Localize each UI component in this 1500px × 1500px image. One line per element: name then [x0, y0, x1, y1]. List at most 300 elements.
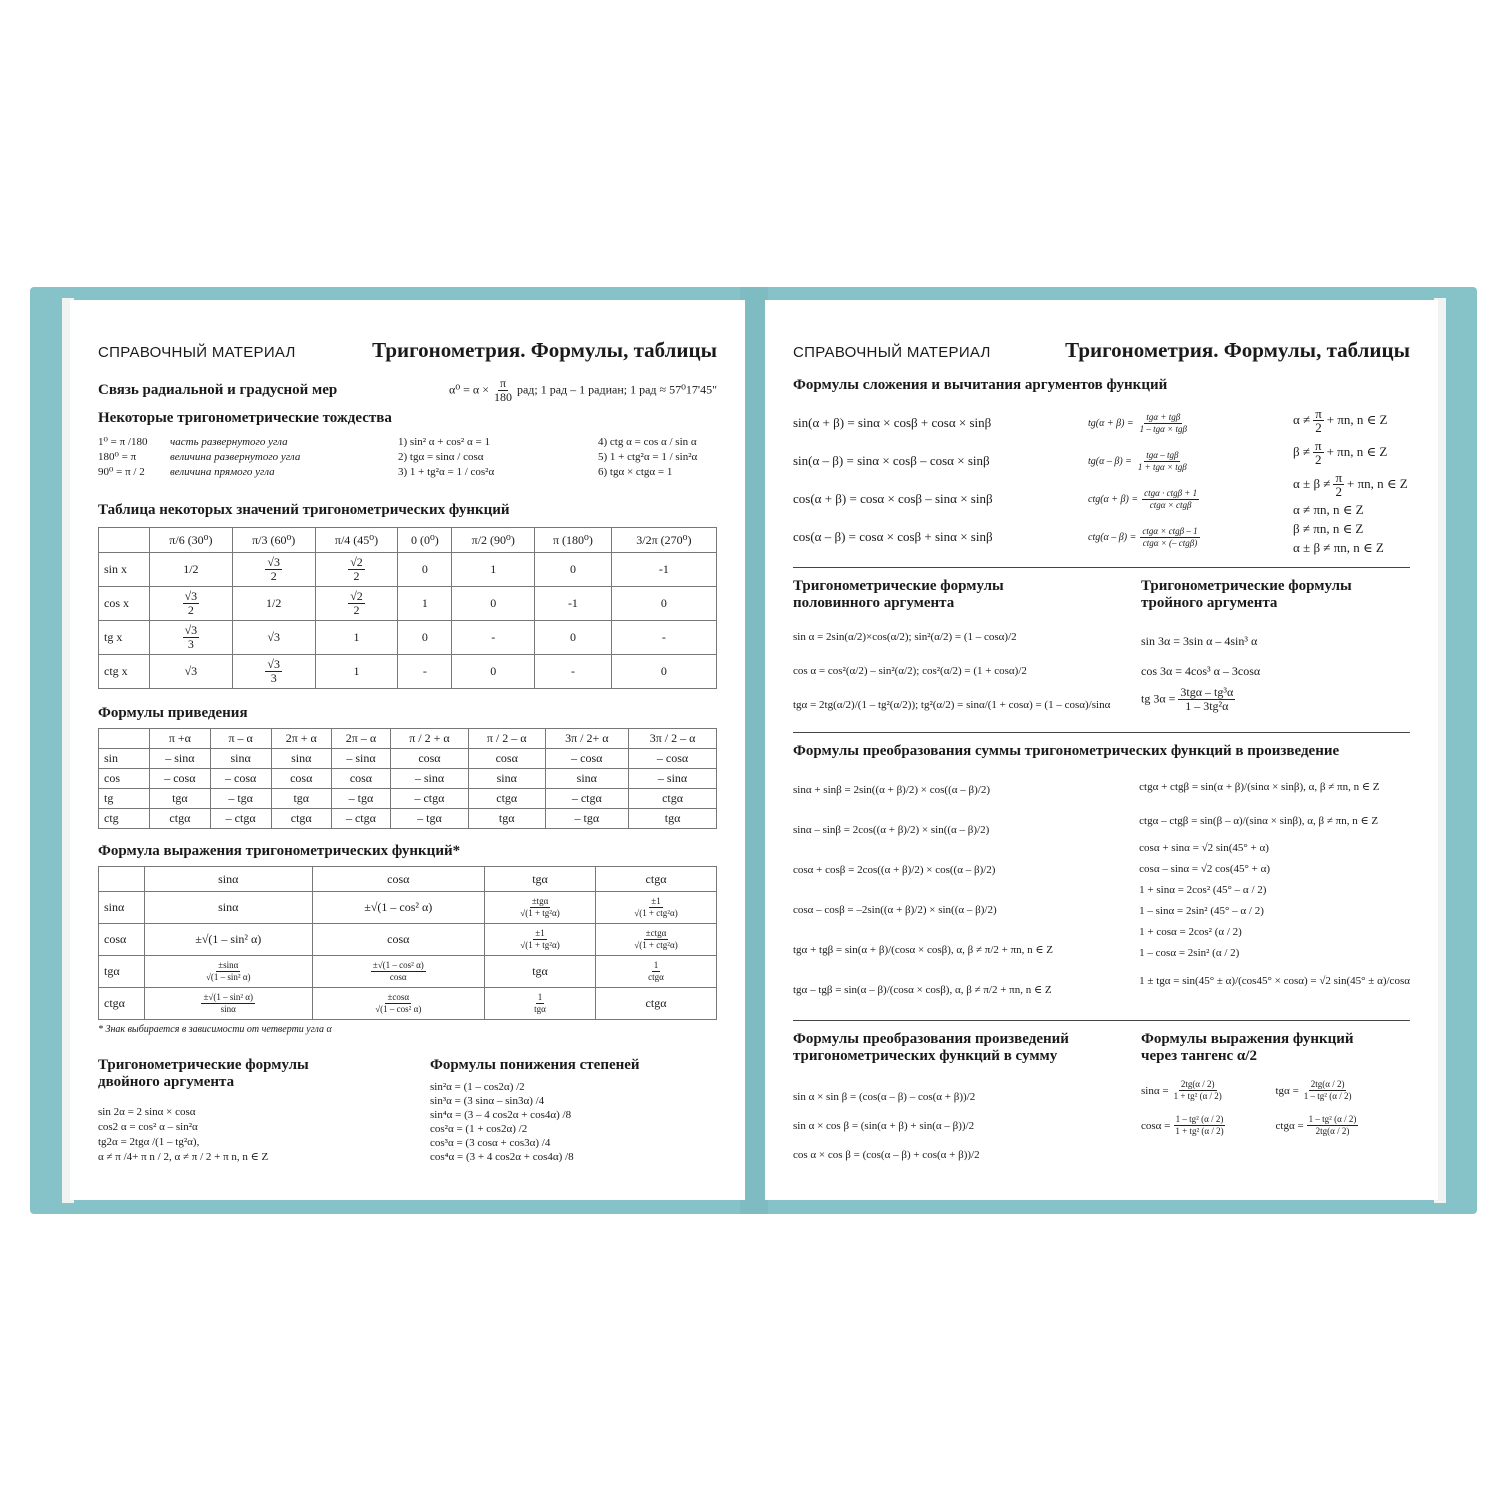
- power-heading: Формулы понижения степеней: [430, 1057, 640, 1073]
- half-heading-1: Тригонометрические формулы: [793, 578, 1004, 594]
- bottom-right-sections: [793, 1031, 1410, 1170]
- triple-heading-1: Тригонометрические формулы: [1141, 578, 1352, 594]
- half-heading-2: половинного аргумента: [793, 595, 955, 611]
- formula-rest: + πn, n ∈ Z: [1326, 412, 1388, 427]
- table-cell: sinα: [271, 749, 331, 769]
- table-cell: 0: [611, 655, 716, 689]
- addition-col3: [1293, 404, 1410, 557]
- formula-line: sin 2α = 2 sinα × cosα: [98, 1106, 196, 1118]
- table-cell: 1: [452, 553, 535, 587]
- table-cell: – ctgα: [390, 789, 468, 809]
- formula-line: sinα + sinβ = 2sin((α + β)/2) × cos((α – β)/2): [793, 784, 990, 796]
- fraction-denominator: ctgα × (– ctgβ): [1142, 537, 1198, 548]
- table-row-label: tg: [99, 789, 150, 809]
- table-cell: sinα: [468, 769, 545, 789]
- table-cell: [145, 956, 313, 988]
- table-cell: ctgα: [629, 789, 717, 809]
- fraction-denominator: 2: [353, 569, 360, 583]
- table-cell: tgα: [468, 809, 545, 829]
- formula-label: β ≠: [1293, 444, 1310, 459]
- addition-heading: Формулы сложения и вычитания аргументов функций: [793, 377, 1168, 393]
- fraction-denominator: ctgα × ctgβ: [1149, 499, 1192, 510]
- formula-line: cos⁴α = (3 + 4 cos2α + cos4α) /8: [430, 1151, 574, 1163]
- formula-line: tgα = 2tg(α/2)/(1 – tg²(α/2)); tg²(α/2) = sinα/(1 + cosα) = (1 – cosα)/sinα: [793, 699, 1111, 711]
- fraction-numerator: 1 – tg² (α / 2): [1175, 1114, 1224, 1124]
- expression-note: * Знак выбирается в зависимости от четверти угла α: [98, 1024, 332, 1035]
- tangent-section: [1141, 1031, 1410, 1170]
- fraction-numerator: √3: [184, 623, 198, 637]
- fraction-denominator: sinα: [220, 1004, 236, 1014]
- table-cell: tgα: [485, 956, 596, 988]
- table-cell: 1: [398, 587, 452, 621]
- table-row: [99, 988, 717, 1020]
- table-header-cell: sinα: [145, 867, 313, 892]
- table-cell: ctgα: [150, 809, 211, 829]
- fraction-denominator: √(1 – cos² α): [375, 1004, 422, 1014]
- triple-tg-num: 3tgα – tg³α: [1180, 685, 1234, 699]
- table-header-cell: 3/2π (270⁰): [611, 528, 716, 553]
- formula-line: cos α × cos β = (cos(α – β) + cos(α + β))/2: [793, 1149, 980, 1161]
- table-cell: 1/2: [232, 587, 315, 621]
- formula-line: cos²α = (1 + cos2α) /2: [430, 1123, 528, 1135]
- fraction: [518, 928, 561, 951]
- table-header-cell: 2π – α: [331, 729, 390, 749]
- formula-line: [1141, 1114, 1276, 1137]
- identities-block: [98, 435, 717, 480]
- table-cell: ctgα: [468, 789, 545, 809]
- fraction-numerator: √3: [267, 657, 280, 671]
- table-row-label: sin: [99, 749, 150, 769]
- identity-formula: 3) 1 + tg²α = 1 / cos²α: [398, 466, 495, 478]
- table-cell: cosα: [271, 769, 331, 789]
- table-cell: – sinα: [331, 749, 390, 769]
- radial-formula-b: рад; 1 рад – 1 радиан; 1 рад ≈ 57⁰17'45": [516, 382, 717, 397]
- fraction: [183, 590, 200, 617]
- formula-line: sin α × sin β = (cos(α – β) – cos(α + β))/2: [793, 1091, 976, 1103]
- table-row-label: ctg: [99, 809, 150, 829]
- table-cell: cosα: [390, 749, 468, 769]
- reduction-heading: Формулы приведения: [98, 705, 248, 721]
- table-cell: – sinα: [150, 749, 211, 769]
- header-subtitle-right: СПРАВОЧНЫЙ МАТЕРИАЛ: [793, 344, 991, 361]
- formula-line: tgα – tgβ = sin(α – β)/(cosα × cosβ), α, β ≠ π/2 + πn, n ∈ Z: [793, 984, 1052, 996]
- formula-line: β ≠ πn, n ∈ Z: [1293, 521, 1364, 536]
- addition-col1: [793, 404, 1088, 557]
- formula-line: ctgα – ctgβ = sin(β – α)/(sinα × sinβ), α, β ≠ πn, n ∈ Z: [1139, 815, 1379, 827]
- divider: [793, 732, 1410, 733]
- fraction-numerator: ±cosα: [387, 992, 410, 1002]
- header-subtitle: СПРАВОЧНЫЙ МАТЕРИАЛ: [98, 344, 296, 361]
- fraction-denominator: tgα: [534, 1004, 546, 1014]
- fraction: [632, 928, 679, 951]
- fraction-denominator: ctgα: [648, 972, 664, 982]
- table-header-cell: cosα: [312, 867, 484, 892]
- double-section: [98, 1057, 430, 1165]
- table-cell: ±√(1 – sin² α): [145, 924, 313, 956]
- table-cell: -: [535, 655, 612, 689]
- product-to-sum-heading-1: Формулы преобразования произведений: [793, 1031, 1069, 1047]
- addition-col2: [1088, 404, 1293, 557]
- formula-label: tgα =: [1275, 1084, 1299, 1097]
- formula-line: sin(α + β) = sinα × cosβ + cosα × sinβ: [793, 415, 992, 430]
- formula-label: α ± β ≠: [1293, 476, 1331, 491]
- formula-label: α ≠: [1293, 412, 1311, 427]
- radial-fraction: [492, 377, 514, 404]
- identity-formula: 6) tgα × ctgα = 1: [598, 466, 673, 478]
- formula-rest: + πn, n ∈ Z: [1347, 476, 1408, 491]
- table-header-cell: 3π / 2+ α: [545, 729, 629, 749]
- fraction-numerator: √3: [184, 589, 198, 603]
- fraction: [532, 992, 548, 1015]
- formula-line: [1088, 404, 1293, 442]
- table-cell: tgα: [271, 789, 331, 809]
- radial-formula: [449, 377, 717, 404]
- identity-value: 180⁰ = π: [98, 451, 137, 463]
- table-row-label: sin x: [99, 553, 150, 587]
- formula-line: sin(α – β) = sinα × cosβ – cosα × sinβ: [793, 453, 990, 468]
- identity-desc: величина прямого угла: [170, 466, 275, 478]
- table-cell: ctgα: [596, 988, 717, 1020]
- table-row: [99, 769, 717, 789]
- table-cell: – sinα: [390, 769, 468, 789]
- table-row-label: sinα: [99, 892, 145, 924]
- fraction: [1172, 1079, 1224, 1102]
- formula-line: cos³α = (3 cosα + cos3α) /4: [430, 1137, 551, 1149]
- table-header-cell: π/3 (60⁰): [232, 528, 315, 553]
- formula-label: ctg(α + β) =: [1088, 493, 1139, 505]
- fraction-denominator: 1 + tg² (α / 2): [1175, 1126, 1224, 1136]
- expression-table: [98, 866, 717, 1020]
- table-cell: – tgα: [331, 789, 390, 809]
- identity-formula: 4) ctg α = cos α / sin α: [598, 436, 697, 448]
- fraction: [1333, 471, 1344, 498]
- fraction-denominator: 1 + tg² (α / 2): [1173, 1091, 1222, 1101]
- identities-col3: [598, 435, 717, 480]
- table-header-cell: 3π / 2 – α: [629, 729, 717, 749]
- fraction: [1140, 526, 1199, 549]
- fraction: [632, 896, 679, 919]
- sum-to-product-col1: [793, 770, 1139, 1010]
- table-cell: sinα: [145, 892, 313, 924]
- fraction-denominator: 1 + tgα × tgβ: [1137, 461, 1187, 472]
- half-triple-block: [793, 578, 1410, 722]
- table-header-cell: π / 2 + α: [390, 729, 468, 749]
- formula-line: cos(α + β) = cosα × cosβ – sinα × sinβ: [793, 491, 993, 506]
- identity-value: 90⁰ = π / 2: [98, 466, 145, 478]
- formula-line: cos2 α = cos² α – sin²α: [98, 1121, 198, 1133]
- fraction: [265, 658, 282, 685]
- table-cell: [315, 587, 398, 621]
- fraction-numerator: ctgα × ctgβ – 1: [1142, 525, 1198, 536]
- fraction-denominator: 2: [1315, 419, 1322, 435]
- fraction-denominator: 2tg(α / 2): [1315, 1126, 1350, 1136]
- table-row-label: ctgα: [99, 988, 145, 1020]
- addition-block: [793, 404, 1410, 557]
- table-cell: [485, 988, 596, 1020]
- table-cell: – ctgα: [331, 809, 390, 829]
- fraction-denominator: 1 – tg² (α / 2): [1303, 1091, 1352, 1101]
- table-cell: [150, 621, 233, 655]
- identities-col2: [398, 435, 598, 480]
- fraction-numerator: ±sinα: [218, 960, 239, 970]
- formula-line: ctgα + ctgβ = sin(α + β)/(sinα × sinβ), α, β ≠ πn, n ∈ Z: [1139, 781, 1380, 793]
- tangent-heading-1: Формулы выражения функций: [1141, 1031, 1354, 1047]
- fraction-numerator: ±√(1 – cos² α): [372, 960, 424, 970]
- table-row: [99, 655, 717, 689]
- table-cell: 1/2: [150, 553, 233, 587]
- formula-line: [1276, 1079, 1411, 1102]
- fraction-numerator: ±√(1 – sin² α): [203, 992, 254, 1002]
- fraction-numerator: 1: [653, 960, 659, 970]
- fraction-numerator: ±ctgα: [645, 928, 667, 938]
- identity-line: [98, 465, 398, 480]
- radial-frac-num: π: [499, 376, 506, 390]
- header-title: Тригонометрия. Формулы, таблицы: [372, 338, 717, 362]
- table-header-cell: [99, 729, 150, 749]
- table-header-cell: π/6 (30⁰): [150, 528, 233, 553]
- fraction-numerator: π: [1335, 469, 1343, 485]
- sum-to-product-heading: Формулы преобразования суммы тригонометрических функций в произведение: [793, 743, 1340, 759]
- formula-line: 1 + cosα = 2cos² (α / 2): [1139, 926, 1242, 938]
- table-cell: cosα: [468, 749, 545, 769]
- formula-line: [1293, 436, 1410, 468]
- fraction: [265, 556, 282, 583]
- table-header-cell: π (180⁰): [535, 528, 612, 553]
- formula-line: cosα + sinα = √2 sin(45° + α): [1139, 842, 1269, 854]
- table-row: [99, 892, 717, 924]
- half-lines: [793, 620, 1141, 722]
- table-cell: – tgα: [210, 789, 271, 809]
- radial-frac-den: 180: [493, 390, 512, 404]
- table-cell: sinα: [210, 749, 271, 769]
- table-header-cell: π – α: [210, 729, 271, 749]
- triple-section: [1141, 578, 1410, 722]
- fraction-denominator: 2: [187, 603, 194, 617]
- table-row-label: cos x: [99, 587, 150, 621]
- power-section: [430, 1057, 717, 1165]
- table-cell: [596, 892, 717, 924]
- table-cell: 0: [452, 587, 535, 621]
- formula-line: α ≠ π /4+ π n / 2, α ≠ π / 2 + π n, n ∈ Z: [98, 1151, 269, 1163]
- table-row: [99, 621, 717, 655]
- table-header-cell: π / 2 – α: [468, 729, 545, 749]
- formula-line: cos 3α = 4cos³ α – 3cosα: [1141, 664, 1261, 678]
- formula-line: cos(α – β) = cosα × cosβ + sinα × sinβ: [793, 529, 993, 544]
- table-cell: – ctgα: [210, 809, 271, 829]
- table-cell: 0: [611, 587, 716, 621]
- identities-col1: [98, 435, 398, 480]
- table-header-row: [99, 867, 717, 892]
- fraction-denominator: √(1 + ctg²α): [634, 940, 678, 950]
- table-cell: – cosα: [629, 749, 717, 769]
- fraction-denominator: 2: [353, 603, 360, 617]
- fraction-denominator: 2: [1315, 451, 1322, 467]
- radial-heading: Связь радиальной и градусной мер: [98, 382, 338, 398]
- fraction-denominator: √(1 + ctg²α): [634, 908, 678, 918]
- table-cell: tgα: [150, 789, 211, 809]
- table-cell: tgα: [629, 809, 717, 829]
- formula-label: cosα =: [1141, 1119, 1171, 1132]
- table-cell: – tgα: [390, 809, 468, 829]
- table-header-row: [99, 729, 717, 749]
- formula-line: cosα – cosβ = –2sin((α + β)/2) × sin((α – β)/2): [793, 904, 997, 916]
- table-row: [99, 749, 717, 769]
- fraction-numerator: 2tg(α / 2): [1310, 1079, 1345, 1089]
- formula-line: sin α = 2sin(α/2)×cos(α/2); sin²(α/2) = (1 – cosα)/2: [793, 631, 1017, 643]
- formula-label: ctgα =: [1275, 1119, 1304, 1132]
- formula-line: [1293, 404, 1410, 436]
- table-cell: 0: [398, 621, 452, 655]
- formula-rest: + πn, n ∈ Z: [1326, 444, 1388, 459]
- table-cell: 0: [452, 655, 535, 689]
- table-row-label: cosα: [99, 924, 145, 956]
- table-row: [99, 587, 717, 621]
- formula-line: α ≠ πn, n ∈ Z: [1293, 502, 1364, 517]
- fraction-numerator: √2: [350, 589, 363, 603]
- fraction: [518, 896, 561, 919]
- table-row: [99, 809, 717, 829]
- fraction-numerator: 1 – tg² (α / 2): [1308, 1114, 1357, 1124]
- formula-line: 1 – cosα = 2sin² (α / 2): [1139, 947, 1240, 959]
- table-row-label: cos: [99, 769, 150, 789]
- fraction-numerator: ctgα · ctgβ + 1: [1144, 487, 1198, 498]
- table-cell: [145, 988, 313, 1020]
- table-cell: – cosα: [545, 749, 629, 769]
- table-cell: – cosα: [210, 769, 271, 789]
- fraction: [1136, 450, 1189, 473]
- fraction: [1307, 1114, 1359, 1137]
- fraction-denominator: 3: [270, 671, 277, 685]
- formula-line: [1088, 480, 1293, 518]
- triple-tg-fraction: [1178, 686, 1235, 713]
- fraction: [201, 992, 255, 1015]
- formula-label: ctg(α – β) =: [1088, 531, 1137, 543]
- table-header-cell: π/4 (45⁰): [315, 528, 398, 553]
- formula-line: sinα – sinβ = 2cos((α + β)/2) × sin((α – β)/2): [793, 824, 990, 836]
- table-header-cell: [99, 867, 145, 892]
- formula-line: cosα – sinα = √2 cos(45° + α): [1139, 863, 1271, 875]
- table-cell: -: [611, 621, 716, 655]
- table-cell: -: [398, 655, 452, 689]
- table-cell: [596, 924, 717, 956]
- half-section: [793, 578, 1141, 722]
- identity-line: [98, 435, 398, 450]
- product-to-sum-section: [793, 1031, 1141, 1170]
- tangent-heading-2: через тангенс α/2: [1141, 1048, 1257, 1064]
- fraction-denominator: 1 – tgα × tgβ: [1139, 423, 1187, 434]
- divider: [793, 1020, 1410, 1021]
- table-cell: 0: [398, 553, 452, 587]
- formula-line: 1 ± tgα = sin(45° ± α)/(cos45° × cosα) = √2 sin(45° ± α)/cosα: [1139, 975, 1410, 987]
- table-row: [99, 789, 717, 809]
- fraction: [1138, 412, 1189, 435]
- fraction-numerator: √2: [350, 555, 363, 569]
- identity-value: 1⁰ = π /180: [98, 436, 148, 448]
- sum-to-product-block: [793, 770, 1410, 1010]
- page-header-right: [793, 338, 1410, 363]
- triple-tg: [1141, 686, 1410, 713]
- table-header-cell: [99, 528, 150, 553]
- formula-line: [1293, 468, 1410, 500]
- divider: [793, 567, 1410, 568]
- formula-line: [1088, 518, 1293, 556]
- table-header-cell: tgα: [485, 867, 596, 892]
- identity-line: [98, 450, 398, 465]
- fraction: [371, 960, 426, 983]
- table-header-cell: ctgα: [596, 867, 717, 892]
- fraction-numerator: √3: [267, 555, 280, 569]
- left-page: [70, 300, 745, 1200]
- formula-line: cos α = cos²(α/2) – sin²(α/2); cos²(α/2) = (1 + cosα)/2: [793, 665, 1027, 677]
- table-cell: -1: [535, 587, 612, 621]
- table-cell: [315, 553, 398, 587]
- fraction: [1142, 488, 1199, 511]
- formula-line: sin²α = (1 – cos2α) /2: [430, 1081, 525, 1093]
- identity-formula: 5) 1 + ctg²α = 1 / sin²α: [598, 451, 698, 463]
- tangent-items: [1141, 1079, 1410, 1137]
- fraction-numerator: tgα + tgβ: [1146, 411, 1181, 422]
- table-cell: – cosα: [150, 769, 211, 789]
- table-header-cell: π/2 (90⁰): [452, 528, 535, 553]
- table-header-cell: π +α: [150, 729, 211, 749]
- identity-formula: 1) sin² α + cos² α = 1: [398, 436, 490, 448]
- table-cell: √3: [232, 621, 315, 655]
- page-header: [98, 338, 717, 363]
- right-page: [765, 300, 1438, 1200]
- formula-label: tg(α + β) =: [1088, 417, 1134, 429]
- table-row: [99, 924, 717, 956]
- formula-line: cosα + cosβ = 2cos((α + β)/2) × cos((α – β)/2): [793, 864, 996, 876]
- identity-desc: величина развернутого угла: [170, 451, 301, 463]
- identity-desc: часть развернутого угла: [170, 436, 288, 448]
- fraction-denominator: √(1 + tg²α): [520, 940, 560, 950]
- fraction-numerator: π: [1315, 437, 1322, 453]
- values-table: [98, 527, 717, 689]
- table-header-cell: 0 (0⁰): [398, 528, 452, 553]
- table-cell: 1: [315, 621, 398, 655]
- fraction: [1313, 439, 1324, 466]
- table-cell: ±√(1 – cos² α): [312, 892, 484, 924]
- table-row-label: tgα: [99, 956, 145, 988]
- table-cell: [232, 553, 315, 587]
- table-cell: -1: [611, 553, 716, 587]
- formula-line: 1 + sinα = 2cos² (45° – α / 2): [1139, 884, 1267, 896]
- formula-line: α ± β ≠ πn, n ∈ Z: [1293, 540, 1384, 555]
- table-header-cell: 2π + α: [271, 729, 331, 749]
- table-cell: [485, 924, 596, 956]
- fraction: [646, 960, 666, 983]
- table-cell: – sinα: [629, 769, 717, 789]
- product-to-sum-lines: [793, 1083, 1141, 1170]
- formula-label: tg(α – β) =: [1088, 455, 1132, 467]
- formula-label: sinα =: [1141, 1084, 1169, 1097]
- table-row-label: ctg x: [99, 655, 150, 689]
- triple-heading-2: тройного аргумента: [1141, 595, 1278, 611]
- formula-line: [1141, 1079, 1276, 1102]
- fraction-numerator: π: [1315, 405, 1322, 421]
- triple-tg-den: 1 – 3tg²α: [1185, 699, 1229, 713]
- reduction-table: [98, 728, 717, 829]
- double-heading-1: Тригонометрические формулы: [98, 1057, 309, 1073]
- table-cell: 1: [315, 655, 398, 689]
- table-cell: 0: [535, 621, 612, 655]
- table-cell: [596, 956, 717, 988]
- table-cell: [485, 892, 596, 924]
- formula-line: [1276, 1114, 1411, 1137]
- double-lines: [98, 1105, 430, 1165]
- triple-lines: [1141, 626, 1410, 686]
- sum-to-product-col2: [1139, 770, 1410, 1010]
